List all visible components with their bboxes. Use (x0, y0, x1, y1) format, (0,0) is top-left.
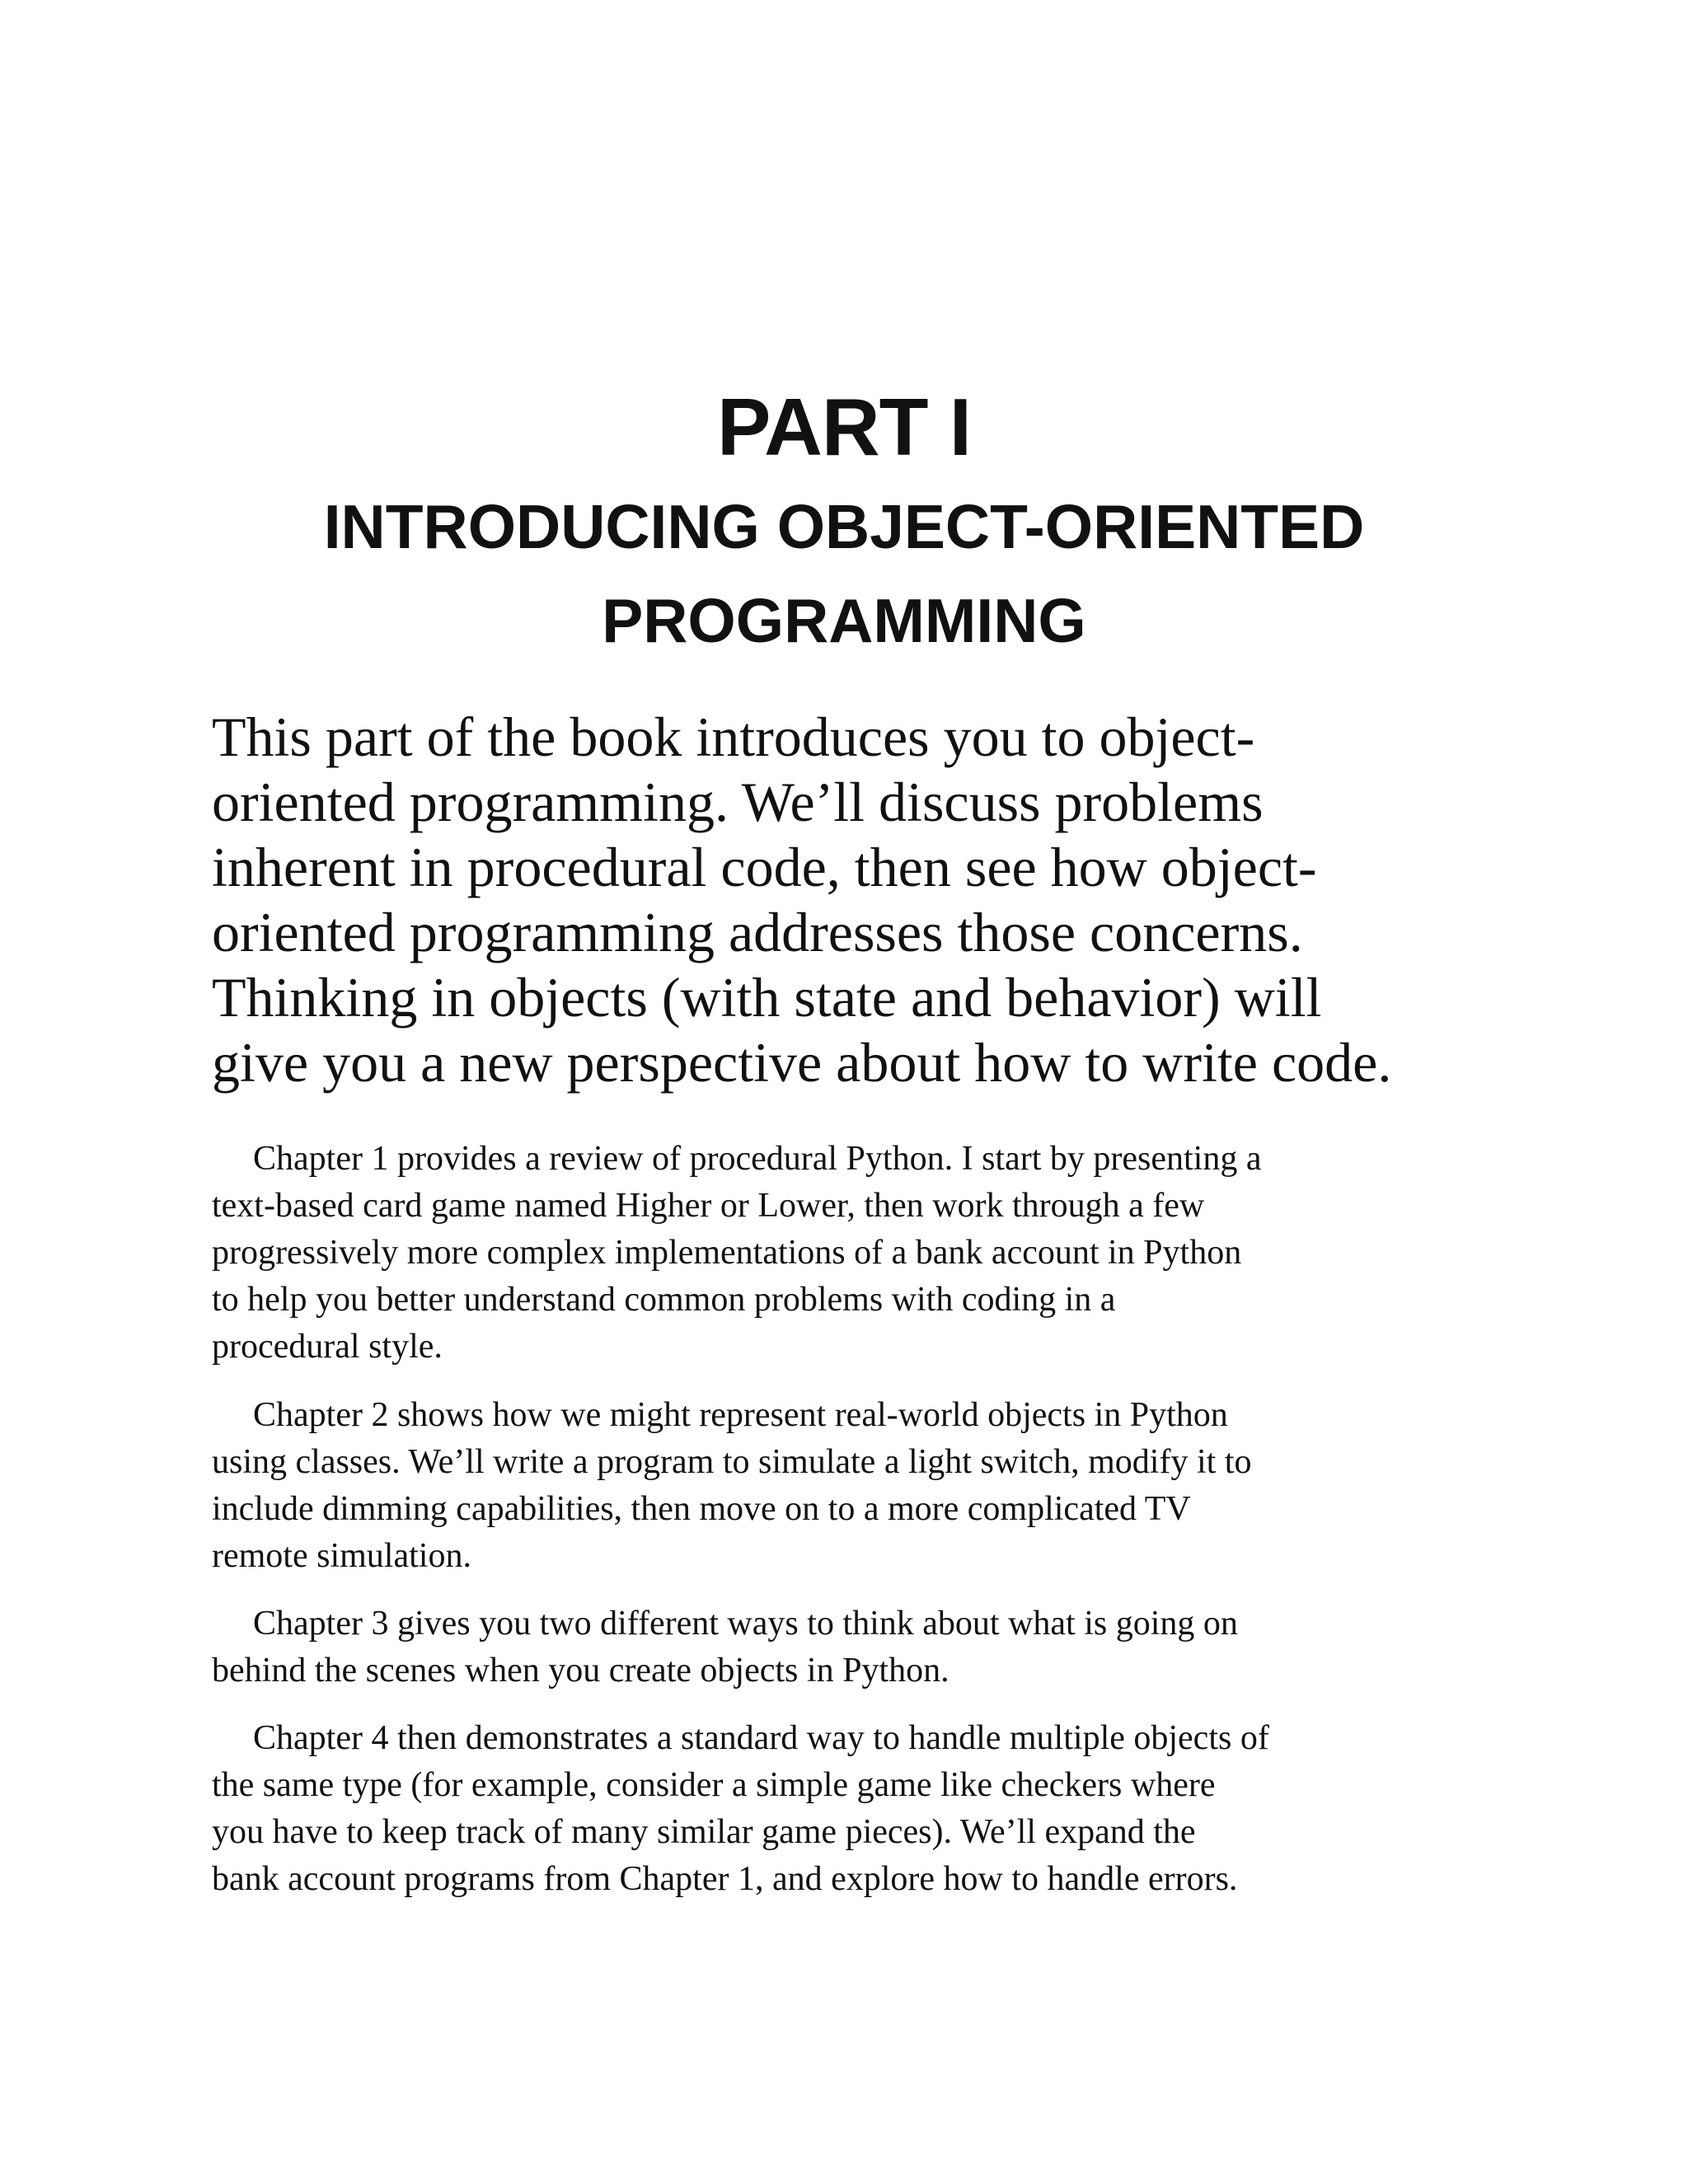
chapter-2-summary (212, 1392, 1498, 1580)
body-line: Chapter 4 then demonstrates a standard way to handle multiple objects of (253, 1719, 1269, 1757)
chapter-1-summary (212, 1136, 1498, 1371)
body-line: to help you better understand common problems with coding in a (212, 1281, 1116, 1319)
body-line: remote simulation. (212, 1537, 471, 1575)
body-line: you have to keep track of many similar game pieces). We’ll expand the (212, 1813, 1196, 1851)
intro-line: inherent in procedural code, then see how object- (212, 836, 1317, 898)
body-line: procedural style. (212, 1328, 443, 1366)
body-line: Chapter 1 provides a review of procedural Python. I start by presenting a (253, 1140, 1262, 1178)
intro-line: give you a new perspective about how to write code. (212, 1031, 1392, 1094)
intro-line: Thinking in objects (with state and behavior) will (212, 966, 1322, 1029)
body-line: Chapter 2 shows how we might represent real-world objects in Python (253, 1396, 1228, 1434)
chapter-4-summary (212, 1715, 1498, 1903)
body-line: progressively more complex implementations of a bank account in Python (212, 1234, 1242, 1272)
body-line: the same type (for example, consider a simple game like checkers where (212, 1766, 1216, 1804)
chapter-3-summary (212, 1601, 1498, 1694)
body-line: text-based card game named Higher or Lower, then work through a few (212, 1187, 1205, 1225)
part-title: INTRODUCING OBJECT-ORIENTED PROGRAMMING (323, 492, 1365, 655)
intro-line: oriented programming addresses those concerns. (212, 901, 1303, 963)
part-label: PART I (717, 382, 971, 472)
body-line: bank account programs from Chapter 1, and explore how to handle errors. (212, 1860, 1238, 1898)
body-line: using classes. We’ll write a program to simulate a light switch, modify it to (212, 1443, 1252, 1481)
intro-paragraph (212, 705, 1498, 1095)
intro-line: This part of the book introduces you to object- (212, 705, 1255, 768)
body-line: behind the scenes when you create objects in Python. (212, 1652, 950, 1690)
body-line: Chapter 3 gives you two different ways to think about what is going on (253, 1605, 1238, 1643)
body-line: include dimming capabilities, then move on to a more complicated TV (212, 1490, 1191, 1528)
intro-line: oriented programming. We’ll discuss problems (212, 771, 1264, 833)
